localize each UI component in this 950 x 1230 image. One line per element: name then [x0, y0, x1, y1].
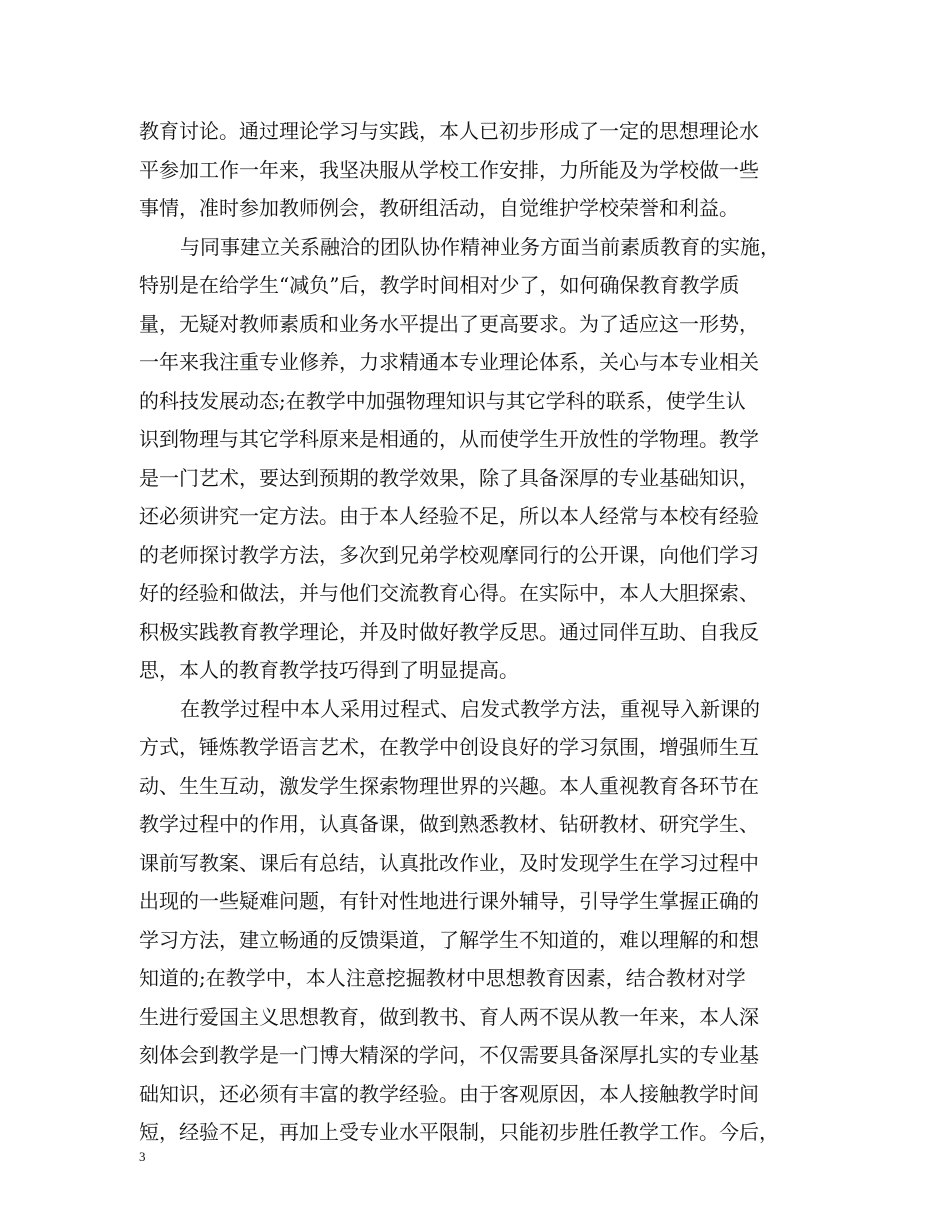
text-line: 方式，锤炼教学语言艺术，在教学中创设良好的学习氛围，增强师生互 [139, 735, 759, 759]
page-number: 3 [139, 1149, 146, 1164]
paragraph-first-line: 在教学过程中本人采用过程式、启发式教学方法，重视导入新课的 [180, 696, 760, 721]
text-line: 量，无疑对教师素质和业务水平提出了更高要求。为了适应这一形势， [139, 311, 759, 336]
text-line: 教学过程中的作用，认真备课，做到熟悉教材、钻研教材、研究学生、 [139, 812, 759, 836]
paragraph-first-line: 与同事建立关系融洽的团队协作精神业务方面当前素质教育的实施， [180, 234, 780, 259]
text-line: 刻体会到教学是一门博大精深的学问，不仅需要具备深厚扎实的专业基 [139, 1043, 759, 1067]
text-line: 的科技发展动态;在教学中加强物理知识与其它学科的联系，使学生认 [139, 388, 746, 413]
text-line: 短，经验不足，再加上受专业水平限制，只能初步胜任教学工作。今后， [139, 1120, 779, 1144]
text-line: 特别是在给学生“减负”后，教学时间相对少了，如何确保教育教学质 [139, 273, 740, 297]
text-line: 生进行爱国主义思想教育，做到教书、育人两不误从教一年来，本人深 [139, 1004, 759, 1029]
text-line: 是一门艺术，要达到预期的教学效果，除了具备深厚的专业基础知识， [139, 465, 759, 490]
text-line: 动、生生互动，激发学生探索物理世界的兴趣。本人重视教育各环节在 [139, 773, 759, 798]
text-line: 好的经验和做法，并与他们交流教育心得。在实际中，本人大胆探索、 [139, 581, 759, 605]
text-line: 知道的;在教学中，本人注意挖掘教材中思想教育因素，结合教材对学 [139, 966, 746, 990]
text-line: 还必须讲究一定方法。由于本人经验不足，所以本人经常与本校有经验 [139, 504, 759, 528]
text-line: 事情，准时参加教师例会，教研组活动，自觉维护学校荣誉和利益。 [139, 196, 739, 220]
text-line: 学习方法，建立畅通的反馈渠道，了解学生不知道的，难以理解的和想 [139, 927, 759, 952]
text-line: 出现的一些疑难问题，有针对性地进行课外辅导，引导学生掌握正确的 [139, 889, 759, 913]
text-line: 识到物理与其它学科原来是相通的，从而使学生开放性的学物理。教学 [139, 427, 759, 451]
text-line: 思，本人的教育教学技巧得到了明显提高。 [139, 658, 519, 682]
text-line: 课前写教案、课后有总结，认真批改作业，及时发现学生在学习过程中 [139, 850, 759, 875]
text-line: 平参加工作一年来，我坚决服从学校工作安排，力所能及为学校做一些 [139, 157, 759, 182]
text-line: 教育讨论。通过理论学习与实践，本人已初步形成了一定的思想理论水 [139, 119, 759, 143]
text-line: 的老师探讨教学方法，多次到兄弟学校观摩同行的公开课，向他们学习 [139, 542, 759, 567]
body-text [139, 112, 819, 1152]
text-line: 积极实践教育教学理论，并及时做好教学反思。通过同伴互助、自我反 [139, 619, 759, 644]
text-line: 一年来我注重专业修养，力求精通本专业理论体系，关心与本专业相关 [139, 350, 759, 374]
text-line: 础知识，还必须有丰富的教学经验。由于客观原因，本人接触教学时间 [139, 1081, 759, 1106]
